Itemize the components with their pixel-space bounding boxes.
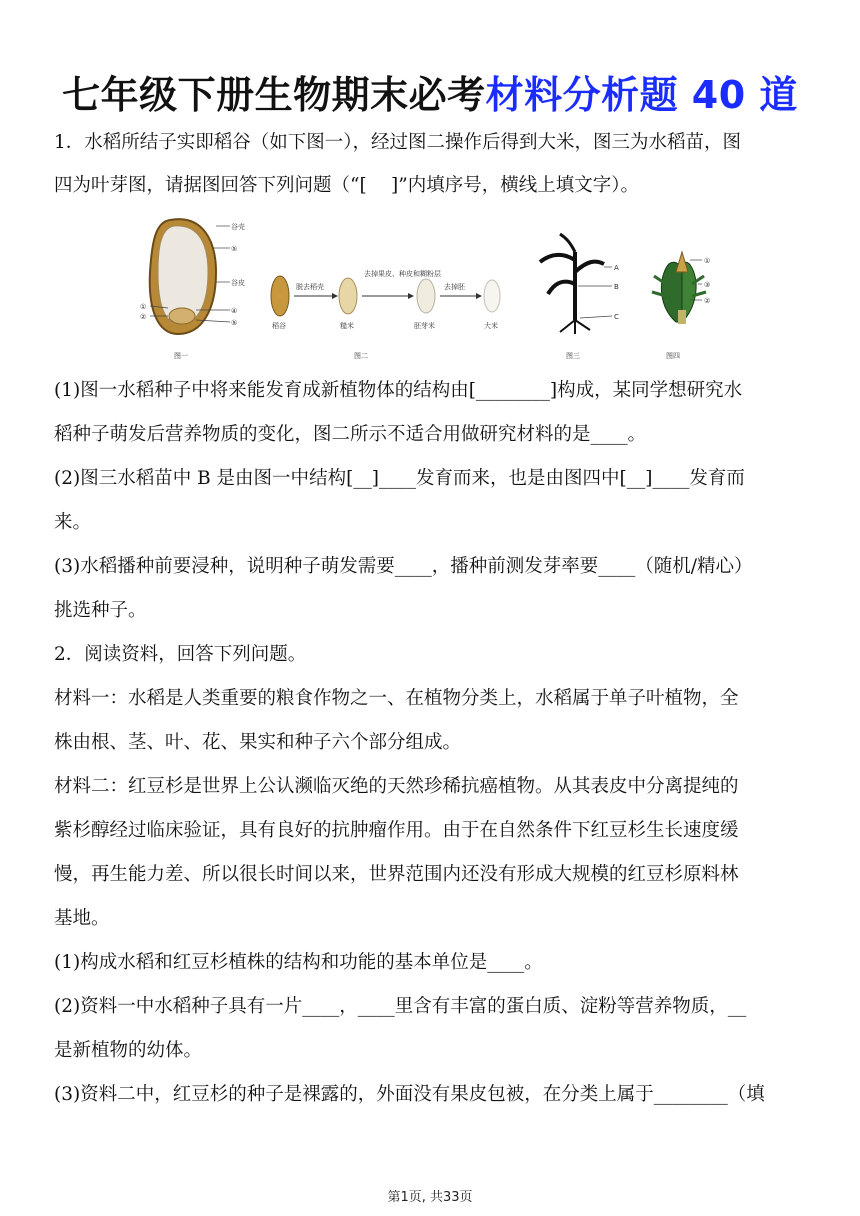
fig1-caption: 图一 [174,352,188,360]
text-line: (2)资料一中水稻种子具有一片____，____里含有丰富的蛋白质、淀粉等营养物质，__ [54,996,747,1017]
fig1-label: ① [140,303,147,311]
fig1-label: 谷壳 [231,223,245,231]
figure-1-seed [140,219,245,360]
fig2-caption: 图二 [354,352,368,360]
text-line: (1)图一水稻种子中将来能发育成新植物体的结构由[________]构成，某同学想研究水 [54,380,743,401]
text-line: 基地。 [54,908,110,929]
fig1-label: ⑤ [231,245,238,253]
text-line: 材料二：红豆杉是世界上公认濒临灭绝的天然珍稀抗癌植物。从其表皮中分离提纯的 [54,776,739,797]
fig1-label: ⑤ [231,319,238,327]
fig3-label: A [614,264,619,272]
text-line: 四为叶芽图，请据图回答下列问题（“[ ]”内填序号，横线上填文字）。 [54,175,639,196]
text-line: 来。 [54,512,92,533]
fig4-label: ① [704,257,711,265]
text-line: 是新植物的幼体。 [54,1040,203,1061]
text-line: (3)资料二中，红豆杉的种子是裸露的，外面没有果皮包被，在分类上属于________（填 [54,1084,765,1105]
figure-2-processing [271,269,500,360]
text-line: 慢，再生能力差、所以很长时间以来，世界范围内还没有形成大规模的红豆杉原料林 [54,864,739,885]
text-line: 株由根、茎、叶、花、果实和种子六个部分组成。 [54,732,462,753]
text-line: 紫杉醇经过临床验证，具有良好的抗肿瘤作用。由于在自然条件下红豆杉生长速度缓 [54,820,739,841]
fig4-caption: 图四 [666,352,680,360]
text-line: 材料一：水稻是人类重要的粮食作物之一、在植物分类上，水稻属于单子叶植物，全 [54,688,739,709]
fig2-step: 去掉果皮、种皮和糊粉层 [364,270,441,278]
fig2-step: 脱去稻壳 [296,283,324,291]
title-part-black: 七年级下册生物期末必考 [62,73,486,117]
figure-3-seedling [540,234,619,360]
fig4-label: ② [704,297,711,305]
text-line: 稻种子萌发后营养物质的变化，图二所示不适合用做研究材料的是____。 [54,424,647,445]
fig1-label: ② [140,313,147,321]
text-line: (2)图三水稻苗中 B 是由图一中结构[__]____发育而来，也是由图四中[__]____发育而 [54,468,745,489]
fig2-grain: 糙米 [340,322,354,330]
fig2-grain: 胚芽米 [414,322,435,330]
figure-4-leaf-bud [652,252,710,360]
title-part-blue: 材料分析题 40 道 [485,73,798,117]
text-line: 1．水稻所结子实即稻谷（如下图一），经过图二操作后得到大米，图三为水稻苗，图 [54,132,742,153]
fig3-label: B [614,283,619,291]
page-title [0,64,860,119]
fig2-grain: 大米 [484,322,498,330]
fig3-label: C [614,313,619,321]
fig4-label: ③ [704,281,711,289]
text-line: 2．阅读资料，回答下列问题。 [54,644,307,665]
text-line: (3)水稻播种前要浸种，说明种子萌发需要____，播种前测发芽率要____（随机/精心） [54,556,753,577]
figure-strip [130,212,730,362]
fig2-step: 去掉胚 [444,283,465,291]
text-line: 挑选种子。 [54,600,147,621]
fig1-label: ④ [231,307,238,315]
fig3-caption: 图三 [566,352,580,360]
text-line: (1)构成水稻和红豆杉植株的结构和功能的基本单位是____。 [54,952,543,973]
fig1-label: 谷皮 [231,279,245,287]
page-footer: 第1页, 共33页 [387,1190,473,1205]
fig2-grain: 稻谷 [272,322,286,330]
figure-illustrations [130,212,730,362]
